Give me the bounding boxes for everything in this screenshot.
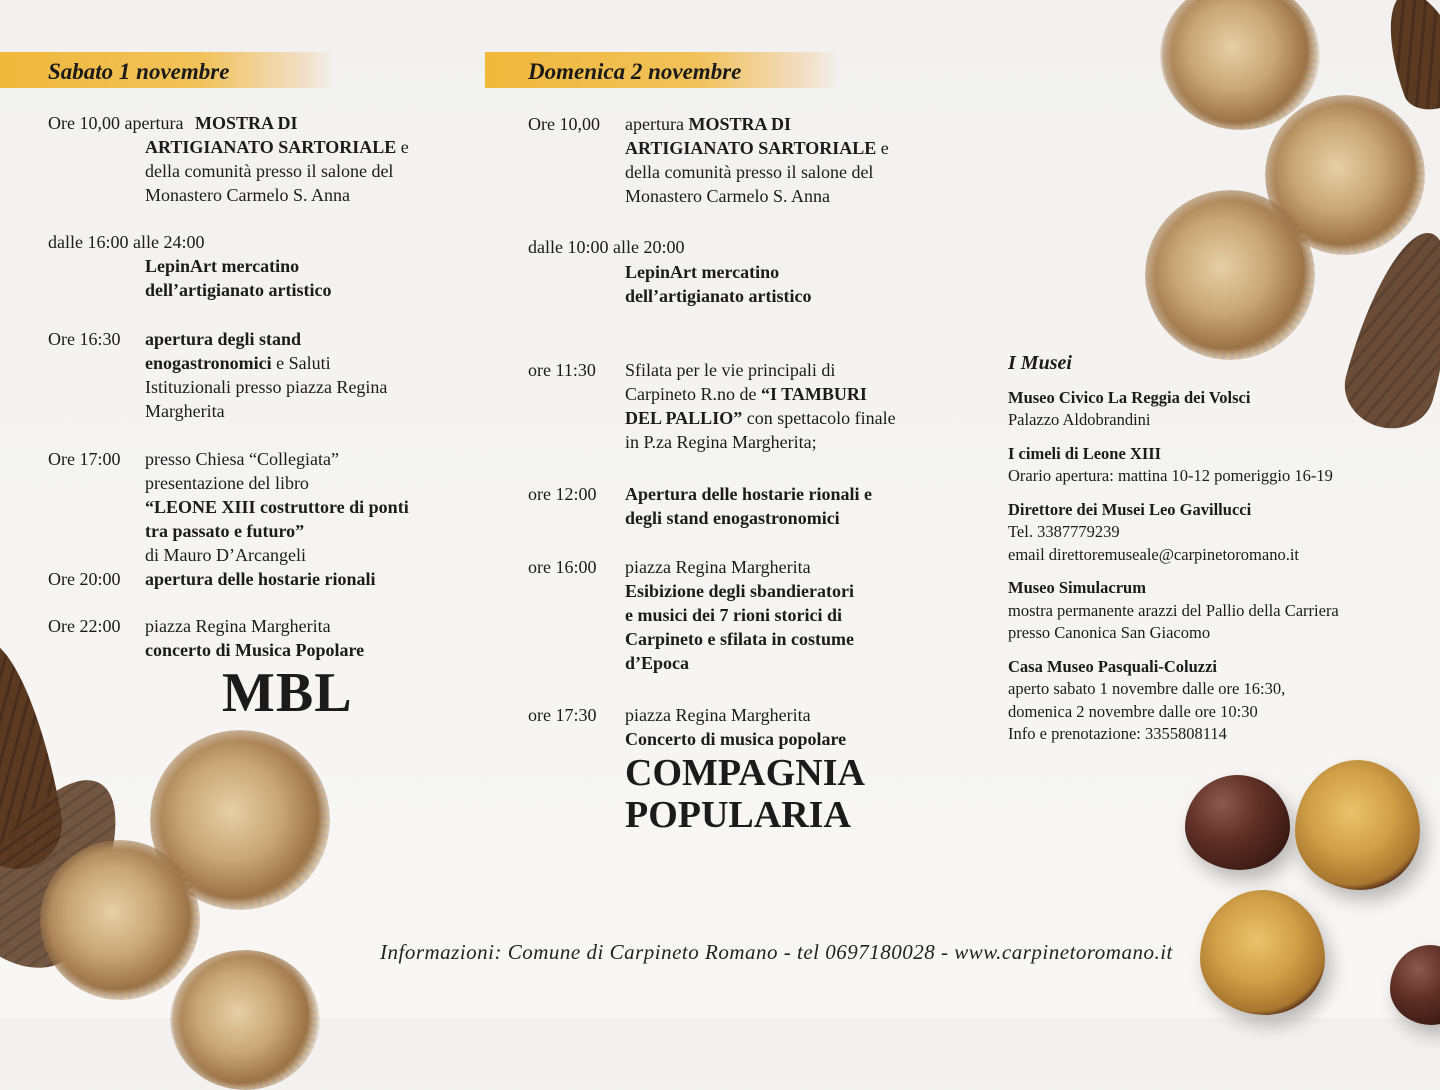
event-line	[625, 555, 854, 579]
bold-text: Concerto di musica popolare	[625, 729, 847, 749]
bold-text: dell’artigianato artistico	[145, 280, 332, 300]
day-header-band	[0, 52, 335, 88]
event-line	[145, 471, 409, 495]
text: in P.za Regina Margherita;	[625, 432, 817, 452]
day-title: Sabato 1 novembre	[48, 59, 230, 84]
bold-text: Esibizione degli sbandieratori	[625, 581, 855, 601]
museum-block	[1008, 656, 1408, 746]
text: Istituzionali presso piazza Regina	[145, 377, 388, 397]
bold-text: DEL PALLIO”	[625, 408, 743, 428]
day-title: Domenica 2 novembre	[528, 59, 742, 84]
chestnut-image	[1390, 945, 1440, 1025]
event-description	[625, 703, 846, 751]
museum-detail: Info e prenotazione: 3355808114	[1008, 724, 1227, 743]
event-line	[625, 136, 889, 160]
event-description	[145, 567, 375, 591]
museum-name: Museo Civico La Reggia dei Volsci	[1008, 387, 1251, 407]
event-line	[625, 579, 854, 603]
museum-detail: Palazzo Aldobrandini	[1008, 410, 1151, 429]
headliner-name	[625, 752, 865, 836]
text: apertura	[625, 114, 689, 134]
bold-text: “I TAMBURI	[760, 384, 867, 404]
event-line	[625, 627, 854, 651]
event-description	[145, 254, 331, 302]
chestnut-burr-image	[170, 950, 320, 1090]
museum-detail: presso Canonica San Giacomo	[1008, 623, 1211, 642]
event-line	[145, 327, 387, 351]
bold-text: d’Epoca	[625, 653, 690, 673]
event-time: Ore 17:00	[48, 449, 121, 469]
text: e	[396, 137, 409, 157]
museum-block	[1008, 387, 1408, 432]
museum-detail: domenica 2 novembre dalle ore 10:30	[1008, 701, 1258, 721]
text: e Saluti	[271, 353, 331, 373]
event-line	[145, 399, 387, 423]
bold-text: Apertura delle hostarie rionali e	[625, 484, 872, 504]
event-description	[145, 111, 409, 207]
headliner-name: MBL	[222, 662, 353, 724]
museum-block	[1008, 499, 1408, 567]
headliner-line: POPULARIA	[625, 794, 851, 836]
chestnut-image	[1200, 890, 1325, 1015]
bold-text: ARTIGIANATO SARTORIALE	[145, 137, 397, 157]
event-time: ore 17:30	[528, 705, 597, 725]
event-description	[145, 614, 364, 662]
event-line	[625, 727, 846, 751]
day-header-band	[485, 52, 840, 88]
event-line	[145, 135, 409, 159]
text: Monastero Carmelo S. Anna	[625, 186, 830, 206]
museum-block	[1008, 577, 1408, 645]
event-time: Ore 22:00	[48, 616, 121, 636]
chestnut-image	[1295, 760, 1420, 890]
event-description	[625, 260, 811, 308]
event-line	[625, 482, 872, 506]
text: con spettacolo finale	[742, 408, 896, 428]
event-line	[145, 254, 331, 278]
text: e	[876, 138, 889, 158]
text: della comunità presso il salone del	[145, 161, 394, 181]
event-time: ore 11:30	[528, 360, 596, 380]
event-time: Ore 16:30	[48, 329, 121, 349]
bold-text: e musici dei 7 rioni storici di	[625, 605, 842, 625]
bold-text: MOSTRA DI	[195, 113, 298, 133]
event-line	[145, 447, 409, 471]
event-line	[145, 111, 409, 135]
chestnut-burr-image	[40, 840, 200, 1000]
bold-text: degli stand enogastronomici	[625, 508, 840, 528]
event-line	[145, 638, 364, 662]
event-line	[625, 382, 896, 406]
text: piazza Regina Margherita	[625, 705, 811, 725]
bold-text: enogastronomici	[145, 353, 272, 373]
museum-detail: Orario apertura: mattina 10-12 pomeriggio 16-19	[1008, 466, 1333, 485]
event-line	[145, 567, 375, 591]
headliner-line: COMPAGNIA	[625, 752, 865, 794]
text: di Mauro D’Arcangeli	[145, 545, 306, 565]
footer-info: Informazioni: Comune di Carpineto Romano - tel 0697180028 - www.carpinetoromano.it	[380, 940, 1173, 964]
event-line	[625, 112, 889, 136]
museums-title: I Musei	[1008, 352, 1072, 374]
museum-name: Direttore dei Musei Leo Gavillucci	[1008, 499, 1252, 519]
leaf-decoration	[1372, 0, 1440, 118]
event-line	[145, 519, 409, 543]
bold-text: ARTIGIANATO SARTORIALE	[625, 138, 877, 158]
text: della comunità presso il salone del	[625, 162, 874, 182]
event-line	[145, 495, 409, 519]
event-line	[625, 284, 811, 308]
text: presentazione del libro	[145, 473, 309, 493]
bold-text: “LEONE XIII costruttore di ponti	[145, 497, 409, 517]
event-time: Ore 10,00 apertura	[48, 113, 184, 133]
event-line	[145, 351, 387, 375]
event-line	[625, 651, 854, 675]
museums-list	[1008, 387, 1408, 746]
text: Carpineto R.no de	[625, 384, 761, 404]
event-time: Ore 20:00	[48, 569, 121, 589]
event-line	[625, 358, 896, 382]
bold-text: dell’artigianato artistico	[625, 286, 812, 306]
text: Margherita	[145, 401, 225, 421]
event-time: Ore 10,00	[528, 114, 600, 134]
museum-name: Museo Simulacrum	[1008, 578, 1146, 597]
bold-text: concerto di Musica Popolare	[145, 640, 365, 660]
event-line	[145, 543, 409, 567]
event-line	[625, 703, 846, 727]
event-description	[145, 447, 409, 567]
bold-text: Carpineto e sfilata in costume	[625, 629, 854, 649]
event-line	[625, 506, 872, 530]
text: Monastero Carmelo S. Anna	[145, 185, 350, 205]
chestnut-image	[1185, 775, 1290, 870]
text: presso Chiesa “Collegiata”	[145, 449, 339, 469]
museum-detail: email direttoremuseale@carpinetoromano.it	[1008, 544, 1299, 564]
museum-name: I cimeli di Leone XIII	[1008, 443, 1162, 463]
event-description	[625, 112, 889, 208]
event-description	[625, 358, 896, 454]
text: piazza Regina Margherita	[145, 616, 331, 636]
bold-text: LepinArt mercatino	[625, 262, 780, 282]
event-time: dalle 10:00 alle 20:00	[528, 237, 685, 257]
bold-text: MOSTRA DI	[688, 114, 791, 134]
event-time: ore 12:00	[528, 484, 597, 504]
museum-detail: aperto sabato 1 novembre dalle ore 16:30,	[1008, 679, 1286, 698]
event-description	[145, 327, 387, 423]
event-description	[625, 555, 854, 675]
bold-text: tra passato e futuro”	[145, 521, 305, 541]
event-line	[625, 406, 896, 430]
bold-text: apertura degli stand	[145, 329, 302, 349]
event-line	[625, 430, 896, 454]
event-time: ore 16:00	[528, 557, 597, 577]
event-line	[145, 183, 409, 207]
event-line	[145, 159, 409, 183]
event-description	[625, 482, 872, 530]
event-line	[145, 278, 331, 302]
bold-text: LepinArt mercatino	[145, 256, 300, 276]
event-line	[625, 260, 811, 284]
chestnut-burr-image	[1145, 190, 1315, 360]
event-line	[625, 184, 889, 208]
text: Sfilata per le vie principali di	[625, 360, 836, 380]
event-line	[145, 375, 387, 399]
text: piazza Regina Margherita	[625, 557, 811, 577]
event-time: dalle 16:00 alle 24:00	[48, 232, 205, 252]
event-line	[145, 614, 364, 638]
museum-detail: mostra permanente arazzi del Pallio della Carriera	[1008, 600, 1339, 620]
event-line	[625, 603, 854, 627]
museum-block	[1008, 443, 1408, 488]
museum-name: Casa Museo Pasquali-Coluzzi	[1008, 656, 1218, 676]
bold-text: apertura delle hostarie rionali	[145, 569, 376, 589]
museum-detail: Tel. 3387779239	[1008, 522, 1120, 541]
event-line	[625, 160, 889, 184]
museums-section	[1008, 352, 1408, 757]
